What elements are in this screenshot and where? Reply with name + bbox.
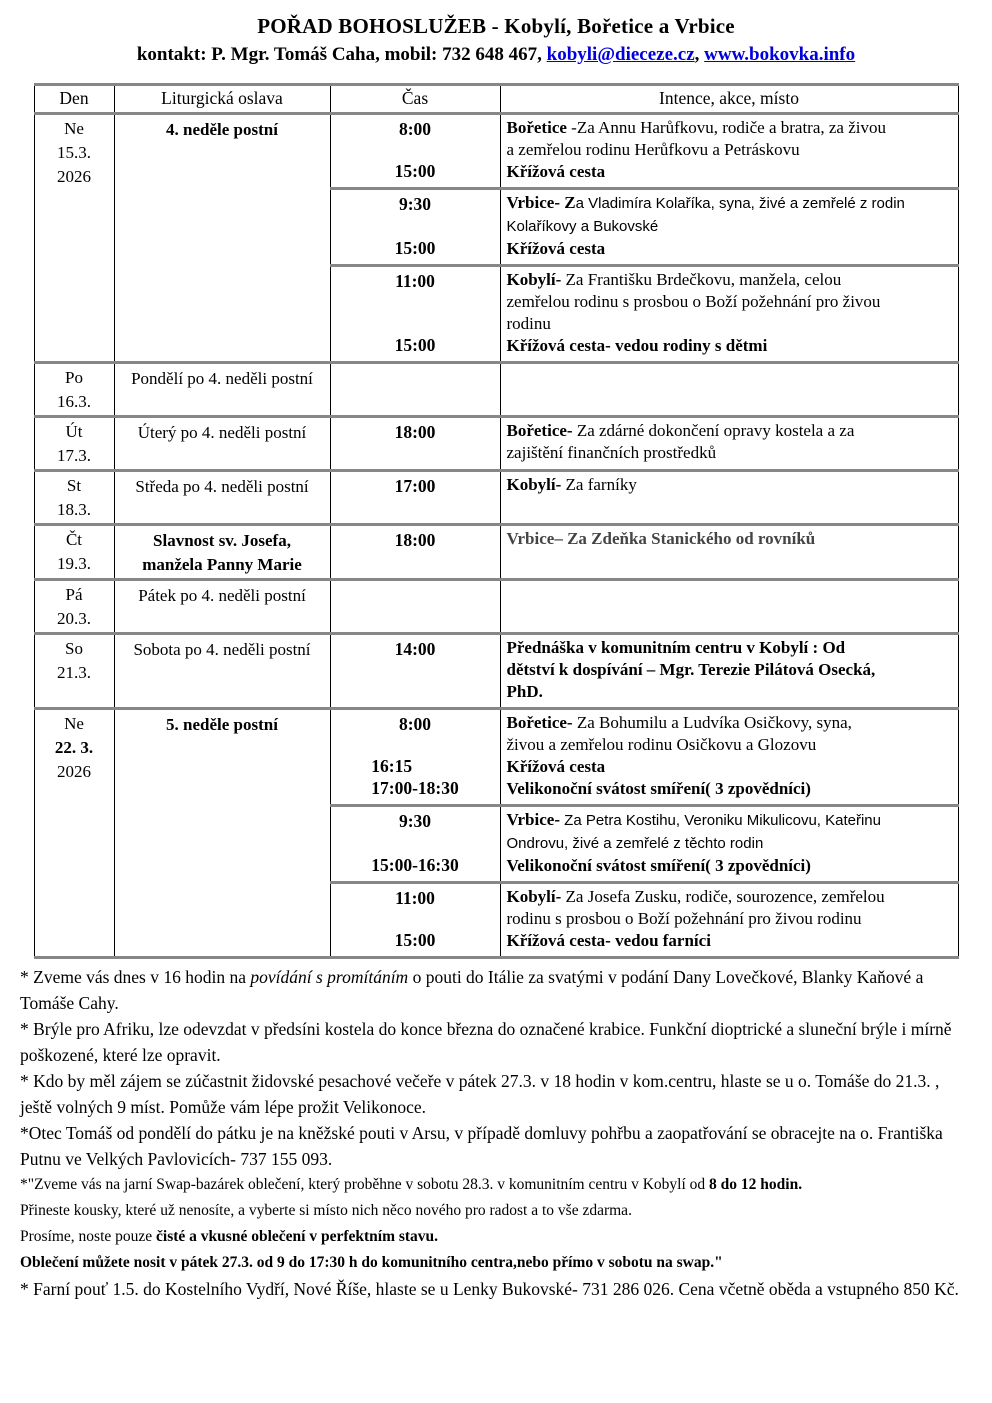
celebration-cell <box>114 417 330 471</box>
note-paragraph <box>20 1224 975 1250</box>
text-segment: 2026 <box>57 762 91 781</box>
note-paragraph <box>20 964 975 1016</box>
text-segment: Ne <box>64 119 84 138</box>
text-segment: o pouti do Itálie za svatými v podání Dany Lovečkové, Blanky Kaňové a Tomáše Cahy. <box>20 967 924 1013</box>
text-segment: * Zveme vás dnes v 16 hodin na <box>20 967 251 987</box>
day-cell <box>34 634 114 709</box>
text-segment: Křížová cesta <box>506 162 606 181</box>
intence-cell <box>500 266 958 363</box>
website-link[interactable]: www.bokovka.info <box>704 44 856 65</box>
text-segment: Prosíme, noste pouze <box>20 1228 157 1245</box>
text-segment: Kolaříkovy a Bukovské <box>506 218 659 235</box>
time-value: 11:00 <box>395 888 435 908</box>
time-value: 17:00 <box>394 476 436 496</box>
table-row <box>34 709 958 806</box>
text-segment: Slavnost sv. Josefa, <box>153 531 291 550</box>
text-segment: rodinu s prosbou o Boží požehnání pro živou rodinu <box>506 909 862 928</box>
celebration-cell <box>114 580 330 634</box>
text-segment: 8 do 12 hodin. <box>709 1176 803 1193</box>
time-cell <box>330 363 500 417</box>
text-segment: Velikonoční svátost smíření( 3 zpovědníci) <box>506 856 811 875</box>
text-segment: Kobylí- <box>506 475 562 494</box>
text-segment: Přednáška v komunitním centru v Kobylí : Od <box>506 638 846 657</box>
text-segment: Ondrovu, živé a zemřelé z těchto rodin <box>506 835 764 852</box>
day-cell <box>34 471 114 525</box>
intence-cell <box>500 883 958 958</box>
text-segment: St <box>66 476 82 495</box>
text-segment: Oblečení můžete nosit v pátek 27.3. od 9 do 17:30 h do komunitního centra,nebo přímo v sobotu na swap." <box>20 1254 723 1271</box>
note-paragraph <box>20 1198 975 1224</box>
text-segment: Bořetice- <box>506 421 573 440</box>
text-segment: 17.3. <box>57 446 91 465</box>
time-cell <box>330 471 500 525</box>
time-value: 8:00 <box>398 714 432 734</box>
text-segment: Bořetice <box>506 118 572 137</box>
text-segment: a Vladimíra Kolaříka, syna, živé a zemřelé z rodin <box>575 195 905 212</box>
table-row <box>34 525 958 580</box>
text-segment: zajištění finančních prostředků <box>506 443 717 462</box>
table-row <box>34 580 958 634</box>
page-title: POŘAD BOHOSLUŽEB - Kobylí, Bořetice a Vrbice <box>257 14 735 38</box>
day-cell <box>34 580 114 634</box>
table-row <box>34 471 958 525</box>
text-segment: 19.3. <box>57 554 91 573</box>
time-value: 15:00 <box>394 238 436 258</box>
text-segment: Velikonoční svátost smíření( 3 zpovědníci) <box>506 779 811 798</box>
column-header: Čas <box>330 85 500 114</box>
text-segment: dětství k dospívání – Mgr. Terezie Pilátová Osecká, <box>506 660 876 679</box>
text-segment: Vrbice- Z <box>506 193 576 212</box>
time-cell <box>330 709 500 806</box>
intence-cell <box>500 363 958 417</box>
celebration-cell <box>114 709 330 958</box>
text-segment: Po <box>65 368 83 387</box>
intence-cell <box>500 580 958 634</box>
table-row <box>34 114 958 189</box>
intence-cell <box>500 189 958 266</box>
day-cell <box>34 417 114 471</box>
text-segment: manžela Panny Marie <box>142 555 302 574</box>
time-value: 15:00 <box>394 161 436 181</box>
text-segment: *"Zveme vás na jarní Swap-bazárek oblečení, který proběhne v sobotu 28.3. v komunitním centru v Kobylí od <box>20 1176 710 1193</box>
schedule-table <box>34 83 959 959</box>
time-value: 18:00 <box>394 422 436 442</box>
time-cell <box>330 266 500 363</box>
text-segment: Křížová cesta <box>506 239 606 258</box>
text-segment: 21.3. <box>57 663 91 682</box>
text-segment: 16.3. <box>57 392 91 411</box>
contact-line <box>0 44 992 66</box>
text-segment: Křížová cesta- vedou rodiny s dětmi <box>506 336 768 355</box>
text-segment: Středa po 4. neděli postní <box>135 477 309 496</box>
text-segment: Čt <box>65 530 83 549</box>
text-segment: 5. neděle postní <box>166 715 278 734</box>
column-header: Den <box>34 85 114 114</box>
column-header: Liturgická oslava <box>114 85 330 114</box>
day-cell <box>34 709 114 958</box>
text-segment: Křížová cesta <box>506 757 606 776</box>
time-cell <box>330 525 500 580</box>
day-cell <box>34 525 114 580</box>
text-segment: Za Františku Brdečkovu, manžela, celou <box>561 270 842 289</box>
intence-cell <box>500 471 958 525</box>
text-segment: -Za Annu Harůfkovu, rodiče a bratra, za živou <box>571 118 886 137</box>
link-separator: , <box>694 44 705 65</box>
text-segment: Kobylí- <box>506 270 562 289</box>
text-segment: * Kdo by měl zájem se zúčastnit židovské pesachové večeře v pátek 27.3. v 18 hodin v kom.centru, hlaste se u o. Tomáše do 21.3. , ještě volných 9 míst. Pomůže vám lépe prožit Velikonoce. <box>20 1071 940 1117</box>
time-cell <box>330 883 500 958</box>
table-header-row <box>34 85 958 114</box>
intence-cell <box>500 525 958 580</box>
text-segment: Úterý po 4. neděli postní <box>137 423 307 442</box>
text-segment: 20.3. <box>57 609 91 628</box>
text-segment: zemřelou rodinu s prosbou o Boží požehnání pro živou <box>506 292 881 311</box>
table-row <box>34 417 958 471</box>
time-value: 15:00 <box>394 335 436 355</box>
intence-cell <box>500 806 958 883</box>
text-segment: 4. neděle postní <box>166 120 278 139</box>
text-segment: Za zdárné dokončení opravy kostela a za <box>572 421 855 440</box>
celebration-cell <box>114 471 330 525</box>
text-segment: rodinu <box>506 314 551 333</box>
email-link[interactable]: kobyli@dieceze.cz <box>546 44 695 65</box>
notes-section <box>17 964 975 1302</box>
text-segment: So <box>65 639 83 658</box>
celebration-cell <box>114 634 330 709</box>
text-segment: Křížová cesta- vedou farníci <box>506 931 711 950</box>
time-value: 15:00-16:30 <box>371 855 459 875</box>
text-segment: Za Bohumilu a Ludvíka Osičkovy, syna, <box>572 713 852 732</box>
text-segment: 22. 3. <box>54 738 94 757</box>
text-segment: Sobota po 4. neděli postní <box>133 640 311 659</box>
intence-cell <box>500 114 958 189</box>
text-segment: PhD. <box>506 682 543 701</box>
time-value: 8:00 <box>398 119 432 139</box>
note-paragraph <box>20 1120 975 1172</box>
text-segment: 18.3. <box>57 500 91 519</box>
text-segment: * Farní pouť 1.5. do Kostelního Vydří, Nové Říše, hlaste se u Lenky Bukovské- 731 286 026. Cena včetně oběda a vstupného 850 Kč. <box>20 1279 959 1299</box>
text-segment: Vrbice– Za Zdeňka Stanického od rovníků <box>506 529 816 548</box>
text-segment: Kobylí- <box>506 887 562 906</box>
intence-cell <box>500 634 958 709</box>
time-cell <box>330 189 500 266</box>
text-segment: Ne <box>64 714 84 733</box>
text-segment: čisté a vkusné oblečení v perfektním stavu. <box>156 1228 439 1245</box>
time-value: 18:00 <box>394 530 436 550</box>
time-cell <box>330 417 500 471</box>
time-value: 9:30 <box>398 811 432 831</box>
column-header: Intence, akce, místo <box>500 85 958 114</box>
time-value: 14:00 <box>394 639 436 659</box>
time-value: 15:00 <box>394 930 436 950</box>
table-row <box>34 363 958 417</box>
day-cell <box>34 114 114 363</box>
note-paragraph <box>20 1068 975 1120</box>
text-segment: *Otec Tomáš od pondělí do pátku je na kněžské pouti v Arsu, v případě domluvy pohřbu a zaopatřování se obracejte na o. Františka Putnu ve Velkých Pavlovicích- 737 155 093. <box>20 1123 943 1169</box>
contact-text: kontakt: P. Mgr. Tomáš Caha, mobil: 732 648 467, <box>136 44 547 65</box>
text-segment: * Brýle pro Afriku, lze odevzdat v předsíni kostela do konce března do označené krabice. Funkční dioptrické a sluneční brýle i mírně poškozené, které lze opravit. <box>20 1019 952 1065</box>
celebration-cell <box>114 363 330 417</box>
time-cell <box>330 580 500 634</box>
text-segment: Pá <box>65 585 83 604</box>
note-paragraph <box>20 1016 975 1068</box>
text-segment: 2026 <box>57 167 91 186</box>
text-segment: Bořetice- <box>506 713 573 732</box>
note-paragraph <box>20 1250 975 1276</box>
text-segment: Za Petra Kostihu, Veroniku Mikulicovu, Kateřinu <box>560 812 881 829</box>
text-segment: Út <box>65 422 83 441</box>
time-value: 16:15 <box>371 756 413 776</box>
day-cell <box>34 363 114 417</box>
text-segment: 15.3. <box>57 143 91 162</box>
time-cell <box>330 114 500 189</box>
note-paragraph <box>20 1172 975 1198</box>
text-segment: Pondělí po 4. neděli postní <box>131 369 313 388</box>
text-segment: Za Josefa Zusku, rodiče, sourozence, zemřelou <box>561 887 885 906</box>
text-segment: Přineste kousky, které už nenosíte, a vyberte si místo nich něco nového pro radost a to vše zdarma. <box>20 1202 632 1219</box>
text-segment: živou a zemřelou rodinu Osičkovu a Glozovu <box>506 735 817 754</box>
text-segment: Za farníky <box>561 475 637 494</box>
time-cell <box>330 634 500 709</box>
intence-cell <box>500 417 958 471</box>
text-segment: Pátek po 4. neděli postní <box>138 586 306 605</box>
text-segment: a zemřelou rodinu Herůfkovu a Petráskovu <box>506 140 800 159</box>
intence-cell <box>500 709 958 806</box>
text-segment: Vrbice- <box>506 810 560 829</box>
time-value: 17:00-18:30 <box>371 778 459 798</box>
note-paragraph <box>20 1276 975 1302</box>
celebration-cell <box>114 525 330 580</box>
time-value: 9:30 <box>398 194 432 214</box>
table-row <box>34 634 958 709</box>
celebration-cell <box>114 114 330 363</box>
time-value: 11:00 <box>395 271 435 291</box>
time-cell <box>330 806 500 883</box>
text-segment: povídání s promítáním <box>250 967 409 987</box>
